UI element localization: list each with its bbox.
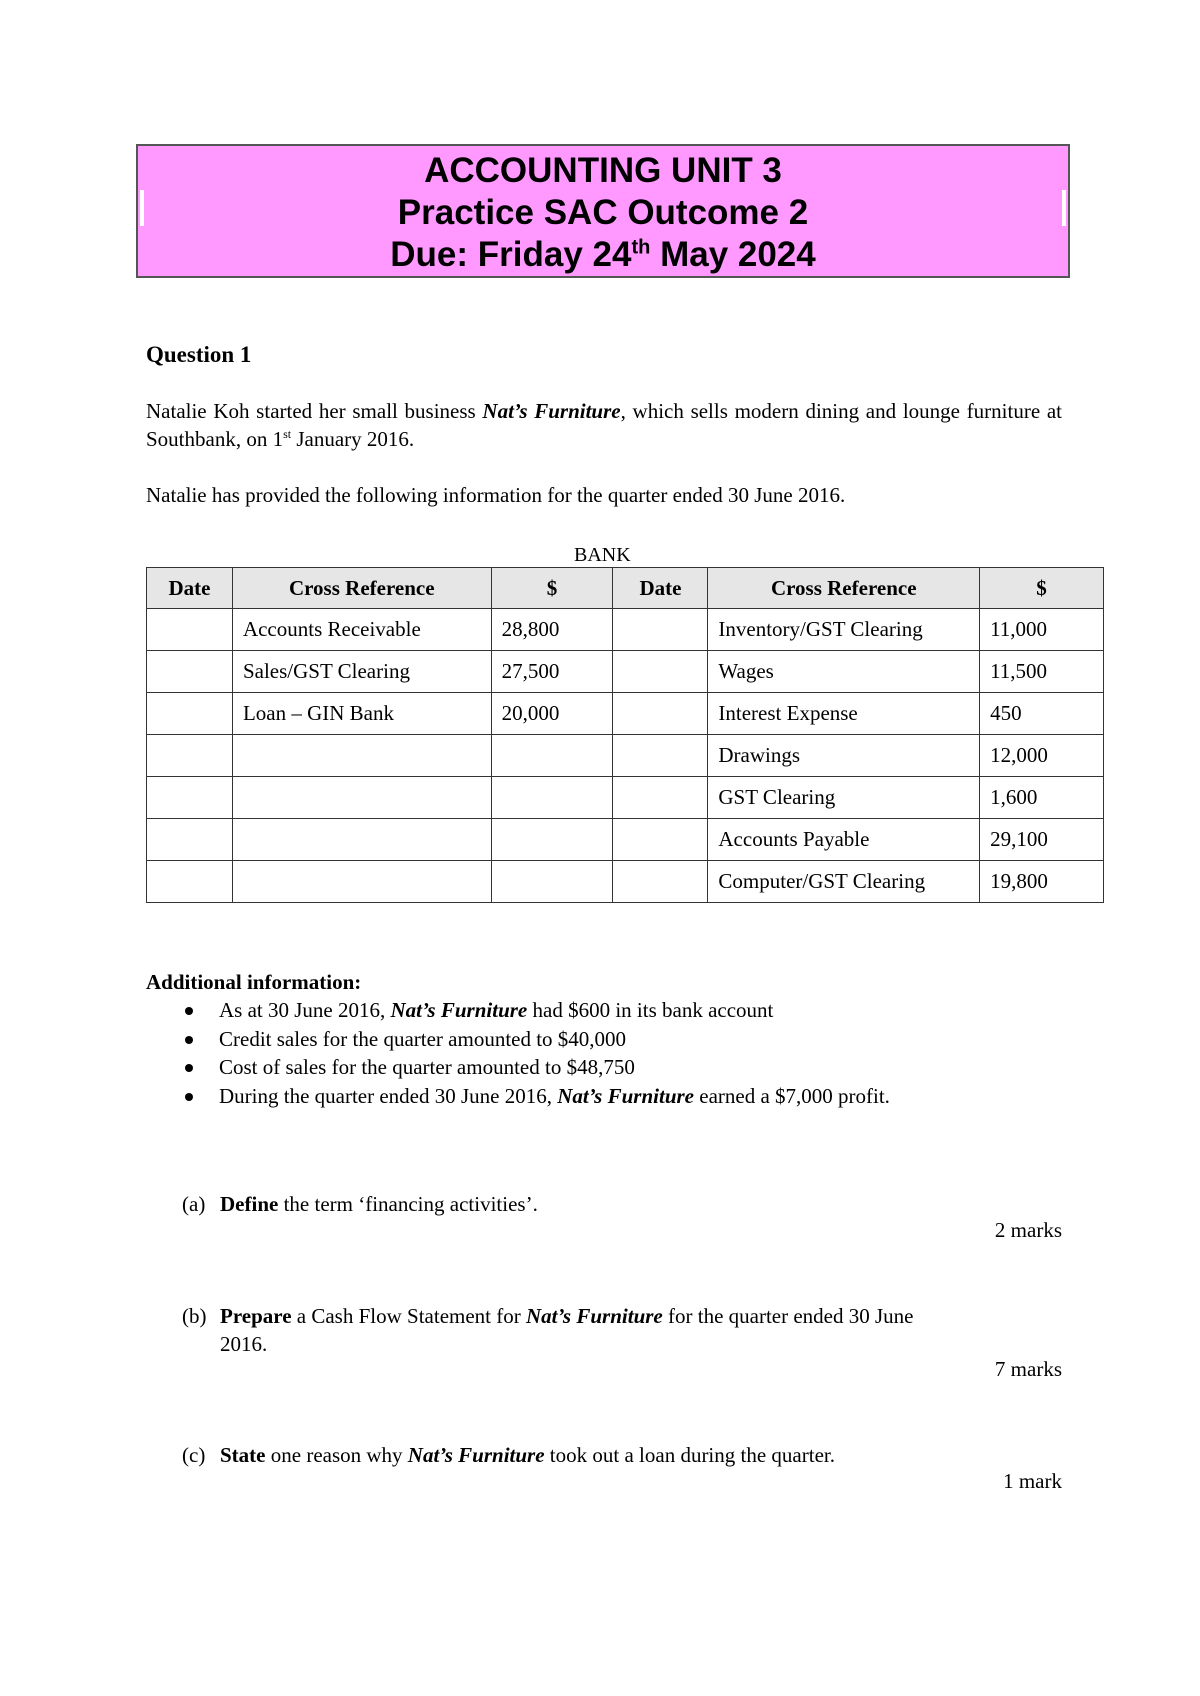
title-banner (136, 144, 1070, 278)
table-cell (147, 819, 233, 861)
table-cell (147, 735, 233, 777)
due-text: Due: Friday 24 (390, 235, 632, 274)
part-b-label: (b) (182, 1304, 207, 1328)
table-cell: Interest Expense (708, 693, 980, 735)
table-cell: Accounts Payable (708, 819, 980, 861)
part-c-text-2: took out a loan during the quarter. (544, 1443, 835, 1467)
part-a-verb: Define (220, 1192, 279, 1216)
table-cell: 29,100 (980, 819, 1104, 861)
bullet-text: During the quarter ended 30 June 2016, (219, 1083, 558, 1108)
table-cell (232, 819, 491, 861)
table-cell (147, 861, 233, 903)
part-b-marks: 7 marks (994, 1357, 1062, 1381)
table-cell (491, 819, 613, 861)
table-cell: GST Clearing (708, 777, 980, 819)
part-a (182, 1190, 1062, 1218)
table-cell: Loan – GIN Bank (232, 693, 491, 735)
table-cell (613, 609, 708, 651)
list-item: Cost of sales for the quarter amounted to $48,750 (146, 1053, 890, 1082)
ledger-header-row (147, 568, 1104, 609)
part-b-text: a Cash Flow Statement for (291, 1304, 526, 1328)
intro-paragraph-2: Natalie has provided the following information for the quarter ended 30 June 2016. (146, 483, 846, 507)
header-date-dr: Date (147, 568, 233, 609)
bullet-text: earned a $7,000 profit. (694, 1083, 890, 1108)
table-cell: 27,500 (491, 651, 613, 693)
intro-paragraph (146, 397, 1062, 453)
table-cell (147, 693, 233, 735)
header-crossref-cr: Cross Reference (708, 568, 980, 609)
table-cell: Computer/GST Clearing (708, 861, 980, 903)
intro-text-a: Natalie Koh started her small business (146, 399, 483, 423)
table-cell: 11,500 (980, 651, 1104, 693)
additional-info-heading: Additional information: (146, 970, 362, 994)
table-row (147, 651, 1104, 693)
table-row (147, 819, 1104, 861)
part-a-label: (a) (182, 1192, 206, 1216)
table-cell (491, 861, 613, 903)
table-cell (613, 777, 708, 819)
business-name: Nat’s Furniture (407, 1443, 545, 1467)
table-cell: 20,000 (491, 693, 613, 735)
table-cell (491, 777, 613, 819)
part-a-text: the term ‘financing activities’. (278, 1192, 538, 1216)
part-c-marks: 1 mark (1003, 1469, 1062, 1493)
table-cell (613, 861, 708, 903)
table-cell: 19,800 (980, 861, 1104, 903)
banner-line-2: Practice SAC Outcome 2 (397, 193, 809, 232)
table-row (147, 609, 1104, 651)
table-cell: 11,000 (980, 609, 1104, 651)
part-c-text: one reason why (265, 1443, 408, 1467)
table-cell (613, 819, 708, 861)
table-cell (232, 861, 491, 903)
bullet-text: As at 30 June 2016, (219, 998, 391, 1022)
business-name: Nat’s Furniture (482, 399, 621, 423)
list-item (146, 996, 890, 1025)
table-row (147, 861, 1104, 903)
intro-text-b: , which sells modern dining and lounge furniture at Southbank, on 1 (146, 399, 1062, 451)
table-cell: 450 (980, 693, 1104, 735)
banner-left-marker (140, 190, 144, 226)
table-cell (613, 651, 708, 693)
part-c-label: (c) (182, 1443, 206, 1467)
table-cell (147, 777, 233, 819)
part-c (182, 1441, 1062, 1469)
table-cell: Sales/GST Clearing (232, 651, 491, 693)
bank-ledger-table (146, 567, 1104, 903)
business-name: Nat’s Furniture (557, 1083, 694, 1108)
question-heading: Question 1 (146, 342, 252, 367)
table-cell (613, 693, 708, 735)
table-cell: Drawings (708, 735, 980, 777)
table-cell: 12,000 (980, 735, 1104, 777)
business-name: Nat’s Furniture (526, 1304, 663, 1328)
part-b-text-2: for the quarter ended 30 June (662, 1304, 914, 1328)
table-row (147, 777, 1104, 819)
part-c-verb: State (220, 1443, 266, 1467)
header-date-cr: Date (613, 568, 708, 609)
bullet-text: had $600 in its bank account (527, 998, 774, 1022)
table-cell (232, 735, 491, 777)
banner-right-marker (1062, 190, 1066, 226)
table-cell: 28,800 (491, 609, 613, 651)
table-row (147, 735, 1104, 777)
table-cell: Wages (708, 651, 980, 693)
due-month: May 2024 (650, 235, 816, 274)
intro-superscript: st (283, 427, 292, 441)
ledger-title: BANK (574, 544, 631, 566)
header-amount-dr: $ (491, 568, 613, 609)
list-item: Credit sales for the quarter amounted to $40,000 (146, 1025, 890, 1054)
due-superscript: th (631, 236, 651, 259)
header-amount-cr: $ (980, 568, 1104, 609)
table-cell (491, 735, 613, 777)
part-b-verb: Prepare (220, 1304, 292, 1328)
banner-line-3 (138, 234, 1068, 276)
business-name: Nat’s Furniture (390, 998, 528, 1022)
table-cell (147, 609, 233, 651)
part-b-text-3: 2016. (220, 1332, 268, 1356)
table-row (147, 693, 1104, 735)
part-b (182, 1302, 1062, 1358)
list-item (146, 1082, 890, 1111)
part-a-marks: 2 marks (994, 1218, 1062, 1242)
intro-text-c: January 2016. (291, 427, 415, 451)
table-cell (232, 777, 491, 819)
table-cell (147, 651, 233, 693)
table-cell: Accounts Receivable (232, 609, 491, 651)
banner-line-1: ACCOUNTING UNIT 3 (424, 151, 782, 190)
table-cell: Inventory/GST Clearing (708, 609, 980, 651)
table-cell: 1,600 (980, 777, 1104, 819)
table-cell (613, 735, 708, 777)
header-crossref-dr: Cross Reference (232, 568, 491, 609)
additional-info-list (146, 996, 890, 1110)
